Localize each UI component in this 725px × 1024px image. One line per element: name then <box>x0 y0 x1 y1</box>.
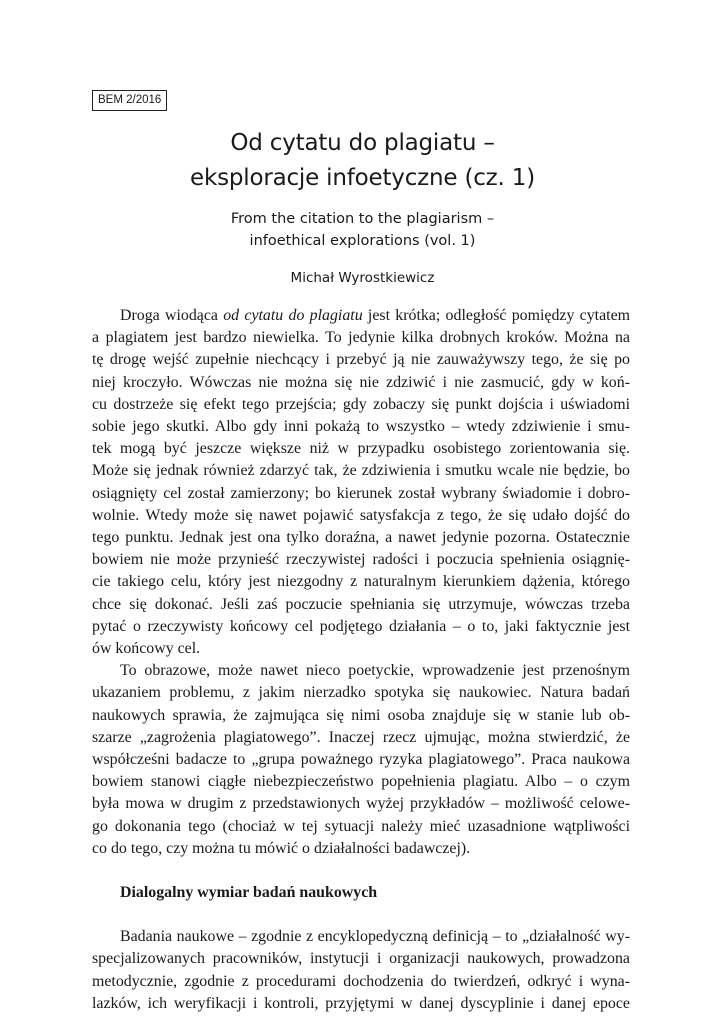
paragraph-line: pytać o rzeczywisty końcowy cel podjętego działania – o to, jaki faktycznie jest <box>92 617 630 635</box>
article-title <box>0 126 725 196</box>
text-run: Droga wiodąca <box>120 307 224 324</box>
paragraph-line: była mowa w drugim z przedstawionych wyżej przykładów – możliwość celowe- <box>92 795 630 813</box>
paragraph-line: chce się dokonać. Jeśli zaś poczucie spełniania się utrzymuje, wówczas trzeba <box>92 595 630 613</box>
paragraph-line: ukazaniem problemu, z jakim nierzadko spotyka się naukowiec. Natura badań <box>92 684 630 702</box>
paragraph-line: cu dostrzeże się efekt tego przejścia; gdy zobaczy się punkt dojścia i uświadomi <box>92 395 630 413</box>
paragraph-line: współcześni badacze to „grupa poważnego ryzyka plagiatowego”. Praca naukowa <box>92 751 630 769</box>
article-subtitle <box>0 208 725 252</box>
paragraph-line: lazków, ich weryfikacji i kontroli, przyjętymi w danej dyscyplinie i danej epoce <box>92 994 630 1012</box>
paragraph-line: co do tego, czy można tu mówić o działalności badawczej). <box>92 839 471 857</box>
paragraph-line: szarze „zagrożenia plagiatowego”. Inaczej rzecz ujmując, można stwierdzić, że <box>92 728 630 746</box>
title-line: eksploracje infoetyczne (cz. 1) <box>190 165 535 191</box>
paragraph-line: naukowych sprawia, że zajmująca się nimi osoba znajduje się w stanie lub ob- <box>92 706 630 724</box>
paragraph-line: Badania naukowe – zgodnie z encyklopedyczną definicją – to „działalność wy- <box>120 928 630 946</box>
author-name: Michał Wyrostkiewicz <box>290 270 435 286</box>
paragraph-line: metodycznie, zgodnie z procedurami dochodzenia do twierdzeń, odkryć i wyna- <box>92 972 630 990</box>
paragraph-line: tek mogą być jeszcze większe niż w przypadku osobistego zorientowania się. <box>92 440 630 458</box>
paragraph-line: bowiem nie może przynieść rzeczywistej radości i poczucia spełnienia osiągnię- <box>92 551 630 569</box>
paragraph-line: bowiem stanowi ciągłe niebezpieczeństwo popełnienia plagiatu. Albo – o czym <box>92 773 630 791</box>
paragraph-line: tego punktu. Jednak jest ona tylko doraźna, a nawet jedynie pozorna. Ostatecznie <box>92 529 630 547</box>
paragraph-line: go dokonania tego (chociaż w tej sytuacji należy mieć uzasadnione wątpliwości <box>92 817 630 835</box>
journal-issue-tag: BEM 2/2016 <box>92 90 167 111</box>
text-run: jest krótka; odległość pomiędzy cytatem <box>362 307 630 324</box>
paragraph-line: To obrazowe, może nawet nieco poetyckie, wprowadzenie jest przenośnym <box>120 662 630 680</box>
emphasized-phrase: od cytatu do plagiatu <box>223 307 363 324</box>
paragraph-line: ów końcowy cel. <box>92 640 201 658</box>
paragraph-2 <box>92 660 630 860</box>
paragraph-line <box>92 305 630 327</box>
section-heading: Dialogalny wymiar badań naukowych <box>120 884 378 902</box>
paragraph-line: a plagiatem jest bardzo niewielka. To jedynie kilka drobnych kroków. Można na <box>92 329 630 347</box>
paragraph-line: Może się jednak również zdarzyć tak, że zdziwienia i smutku wcale nie będzie, bo <box>92 462 630 480</box>
paragraph-line: osiągnięty cel został zamierzony; bo kierunek został wybrany świadomie i dobro- <box>92 484 630 502</box>
paragraph-line: niej kroczyło. Wówczas nie można się nie zdziwić i nie zasmucić, gdy w koń- <box>92 373 630 391</box>
paragraph-line: specjalizowanych pracowników, instytucji i organizacji naukowych, prowadzona <box>92 950 630 968</box>
paragraph-3 <box>92 926 630 1015</box>
paragraph-line: tę drogę wejść zupełnie niechcący i przebyć ją nie zauważywszy tego, że się po <box>92 351 630 369</box>
subtitle-line: infoethical explorations (vol. 1) <box>249 233 476 249</box>
paragraph-line: wolnie. Wtedy może się nawet pojawić satysfakcja z tego, że się udało dojść do <box>92 506 630 524</box>
title-line: Od cytatu do plagiatu – <box>230 130 495 156</box>
subtitle-line: From the citation to the plagiarism – <box>230 211 495 227</box>
article-body <box>92 305 630 1015</box>
paragraph-line: cie takiego celu, który jest niezgodny z naturalnym kierunkiem dążenia, którego <box>92 573 630 591</box>
paragraph-line: sobie jego skutki. Albo gdy inni pokażą to wszystko – wtedy zdziwienie i smu- <box>92 418 630 436</box>
paragraph-1 <box>92 305 630 660</box>
